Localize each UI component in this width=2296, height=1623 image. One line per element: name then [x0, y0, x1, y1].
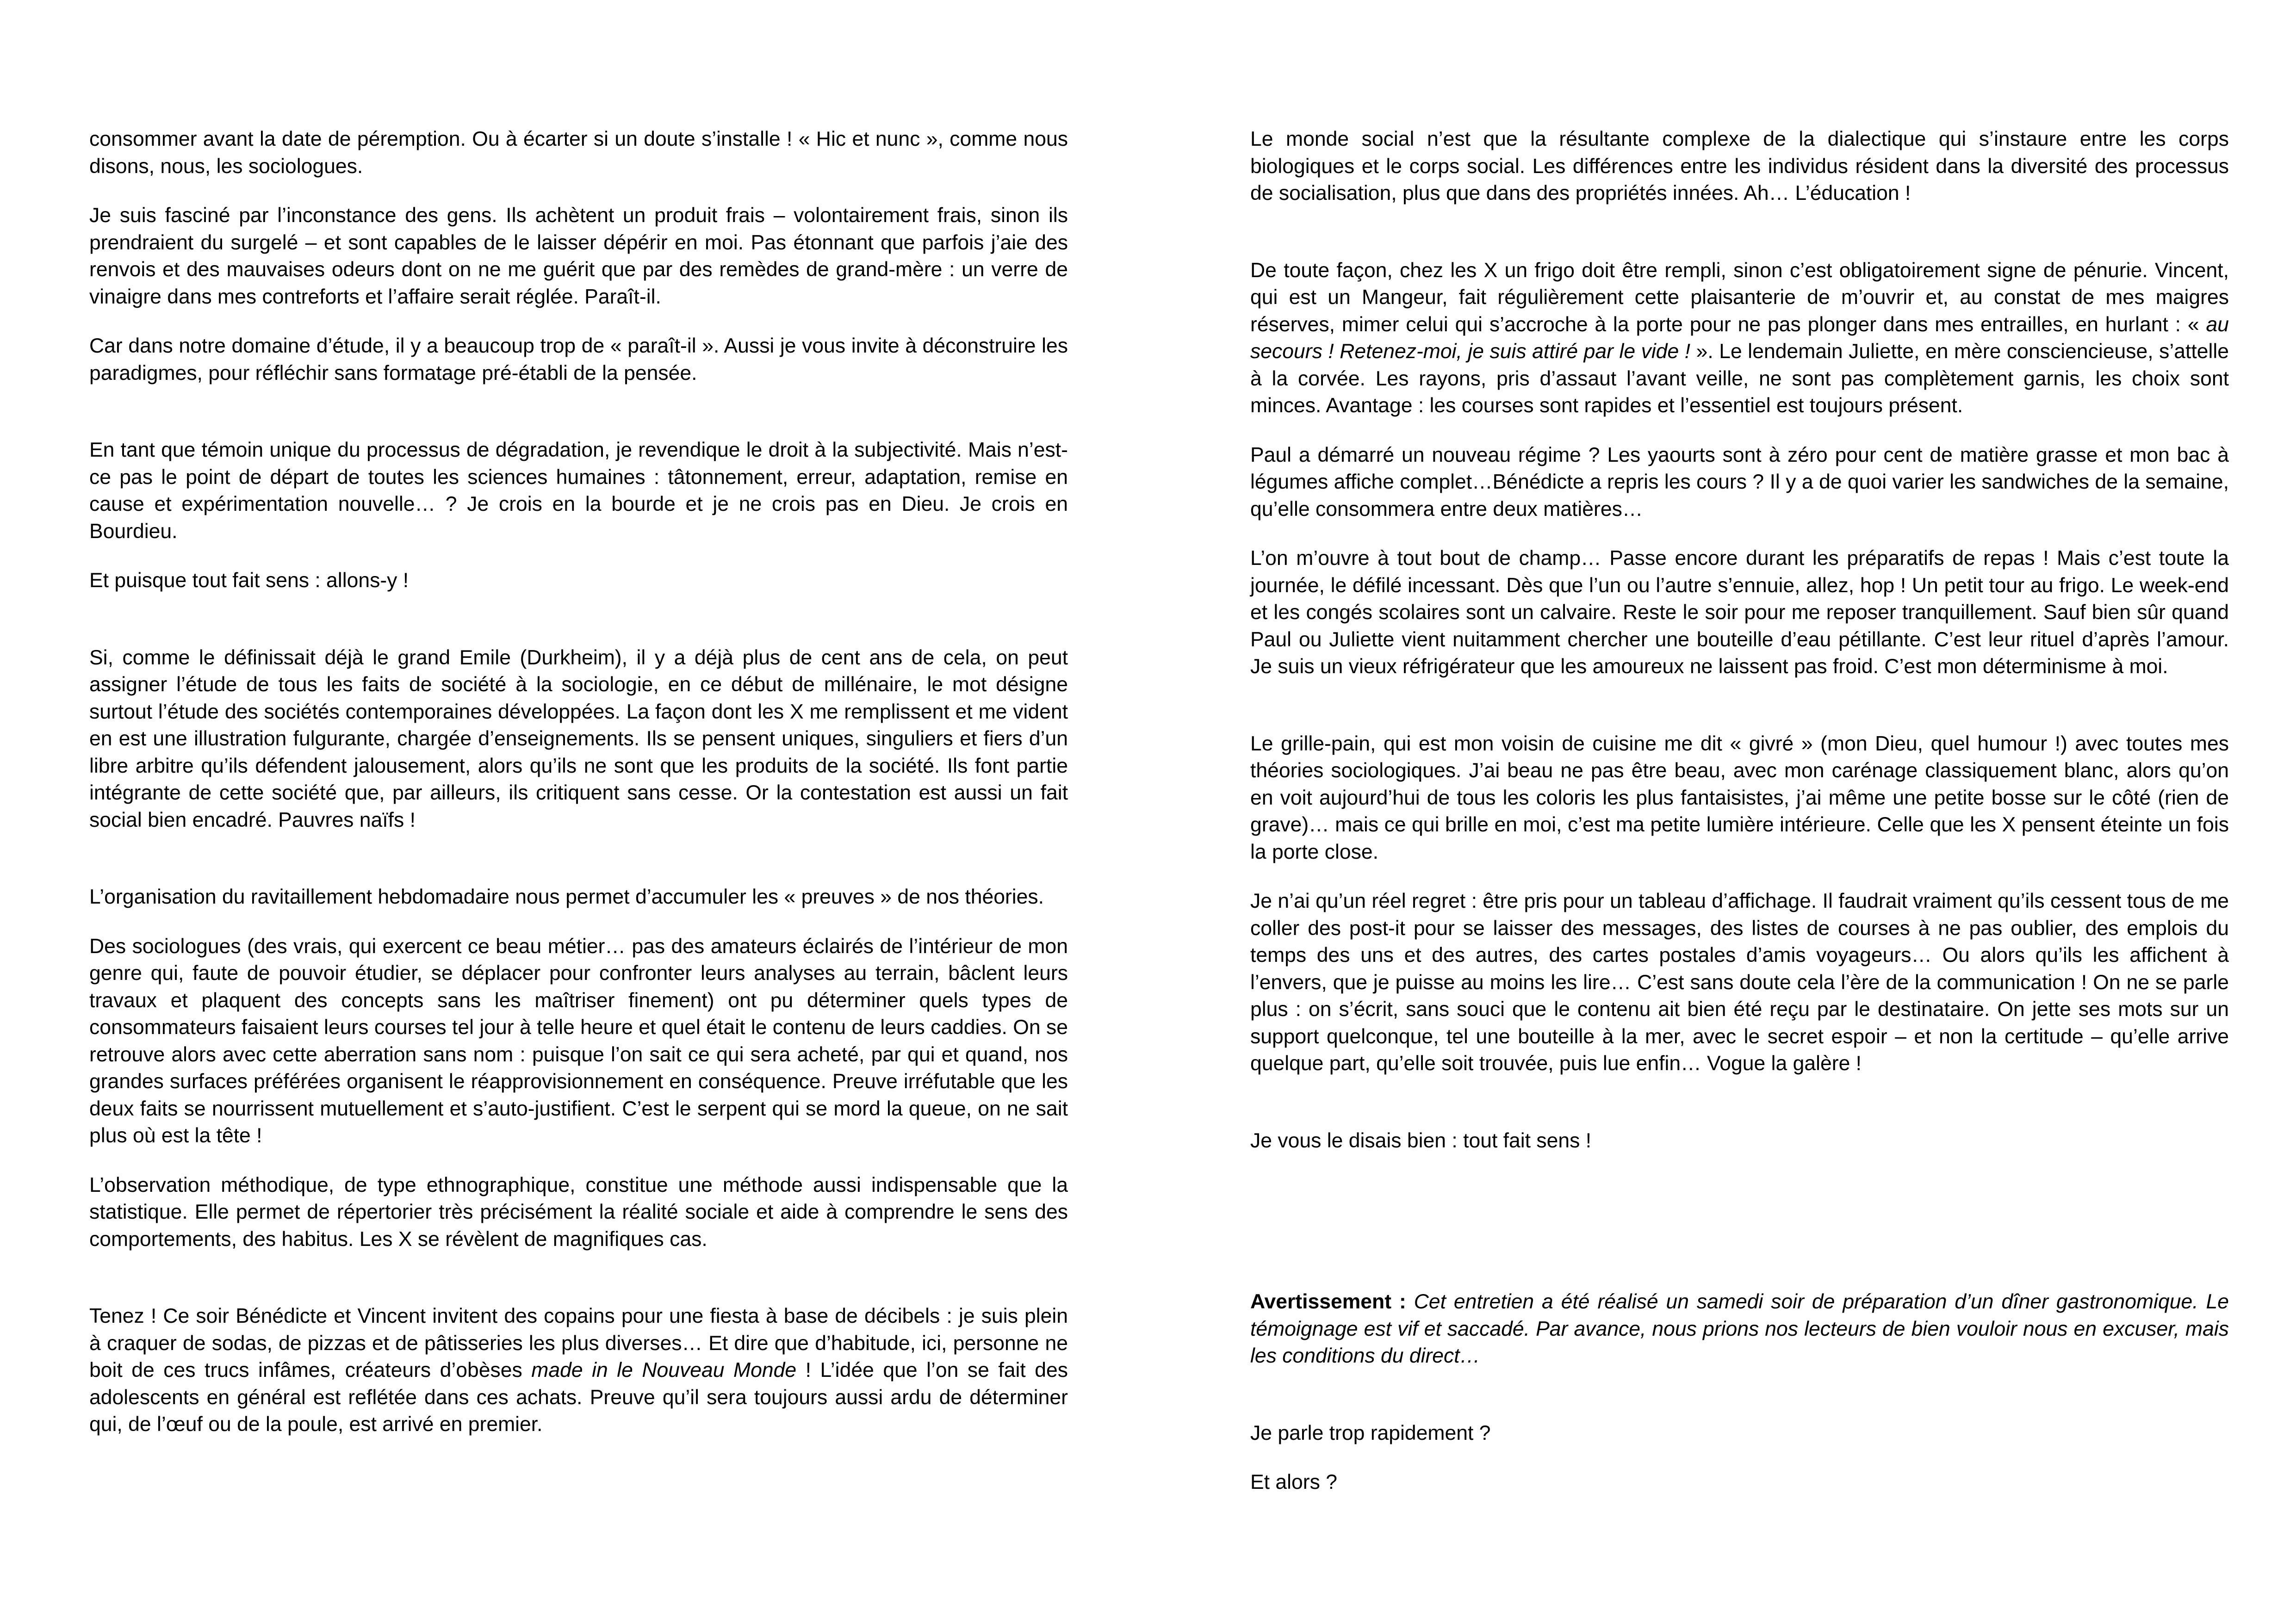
paragraph: Le monde social n’est que la résultante complexe de la dialectique qui s’instaure entre les corps biologiques et le corps social. Les différences entre les individus résident dans la diversité des processus de socialisation, plus que dans des propriétés innées. Ah… L’éducation !: [1250, 128, 2229, 204]
paragraph: Le grille-pain, qui est mon voisin de cuisine me dit « givré » (mon Dieu, quel humour !) avec toutes mes théories sociologiques. J’ai beau ne pas être beau, avec mon carénage classiquement blanc, alors qu’on en voit aujourd’hui de tous les coloris les plus fantaisistes, j’ai même une petite bosse sur le côté (rien de grave)… mais ce qui brille en moi, c’est ma petite lumière intérieure. Celle que les X pensent éteinte un fois la porte close.: [1250, 732, 2229, 863]
avertissement-label: Avertissement :: [1250, 1290, 1406, 1313]
paragraph: Je n’ai qu’un réel regret : être pris pour un tableau d’affichage. Il faudrait vraiment qu’ils cessent tous de me coller des post-it pour se laisser des messages, des listes de courses à ne pas oublier, des emplois du temps des uns et des autres, des cartes postales d’amis voyageurs… Ou alors qu’ils les affichent à l’envers, que je puisse au moins les lire… C’est sans doute cela l’ère de la communication ! On ne se parle plus : on s’écrit, sans souci que le contenu ait bien été reçu par le destinataire. On jette ses mots sur un support quelconque, tel une bouteille à la mer, avec le secret espoir – et non la certitude – qu’elle arrive quelque part, qu’elle soit trouvée, puis lue enfin… Vogue la galère !: [1250, 890, 2229, 1075]
paragraph-text: ». Le lendemain Juliette, en mère consciencieuse, s’attelle à la corvée. Les rayons, pris d’assaut l’avant veille, ne sont pas complètement garnis, les choix sont minces. Avantage : les courses sont rapides et l’essentiel est toujours présent.: [1250, 340, 2229, 417]
paragraph: L’observation méthodique, de type ethnographique, constitue une méthode aussi indispensable que la statistique. Elle permet de répertorier très précisément la réalité sociale et aide à comprendre le sens des comportements, des habitus. Les X se révèlent de magnifiques cas.: [89, 1173, 1068, 1251]
paragraph-text: Tenez ! Ce soir Bénédicte et Vincent invitent des copains pour une fiesta à base de décibels : je suis plein à craquer de sodas, de pizzas et de pâtisseries les plus diverses… Et dire que d’habitude, ici, personne ne boit de ces trucs infâmes, créateurs d’obèses: [89, 1305, 1068, 1381]
paragraph: Et puisque tout fait sens : allons-y !: [89, 569, 409, 592]
left-text-column: [89, 126, 1068, 1461]
paragraph: Je suis fasciné par l’inconstance des gens. Ils achètent un produit frais – volontairement frais, sinon ils prendraient du surgelé – et sont capables de le laisser dépérir en moi. Pas étonnant que parfois j’aie des renvois et des mauvaises odeurs dont on ne me guérit que par des remèdes de grand-mère : un verre de vinaigre dans mes contreforts et l’affaire serait réglée. Paraît-il.: [89, 204, 1068, 308]
paragraph: Je parle trop rapidement ?: [1250, 1421, 1491, 1444]
paragraph-text: ! L’idée que l’on se fait des adolescents en général est reflétée dans ces achats. Preuve qu’il sera toujours aussi ardu de déterminer qui, de l’œuf ou de la poule, est arrivé en premier.: [89, 1359, 1068, 1436]
paragraph: [89, 1303, 1068, 1438]
emphasis-text: au secours ! Retenez-moi, je suis attiré par le vide !: [1250, 313, 2229, 363]
paragraph: L’on m’ouvre à tout bout de champ… Passe encore durant les préparatifs de repas ! Mais c’est toute la journée, le défilé incessant. Dès que l’un ou l’autre s’ennuie, allez, hop ! Un petit tour au frigo. Le week-end et les congés scolaires sont un calvaire. Reste le soir pour me reposer tranquillement. Sauf bien sûr quand Paul ou Juliette vient nuitamment chercher une bouteille d’eau pétillante. C’est leur rituel d’après l’amour. Je suis un vieux réfrigérateur que les amoureux ne laissent pas froid. C’est mon déterminisme à moi.: [1250, 547, 2229, 678]
avertissement: [1250, 1288, 2229, 1370]
paragraph: Je vous le disais bien : tout fait sens !: [1250, 1129, 1592, 1152]
paragraph: Et alors ?: [1250, 1471, 1337, 1493]
paragraph: [1250, 257, 2229, 420]
paragraph: L’organisation du ravitaillement hebdomadaire nous permet d’accumuler les « preuves » de nos théories.: [89, 886, 1044, 908]
paragraph: Car dans notre domaine d’étude, il y a beaucoup trop de « paraît-il ». Aussi je vous invite à déconstruire les paradigmes, pour réfléchir sans formatage pré-établi de la pensée.: [89, 335, 1068, 384]
paragraph: consommer avant la date de péremption. Ou à écarter si un doute s’installe ! « Hic et nunc », comme nous disons, nous, les sociologues.: [89, 128, 1068, 178]
emphasis-text: made in le Nouveau Monde: [531, 1359, 797, 1381]
paragraph: Si, comme le définissait déjà le grand Emile (Durkheim), il y a déjà plus de cent ans de cela, on peut assigner l’étude de tous les faits de société à la sociologie, en ce début de millénaire, le mot désigne surtout l’étude des sociétés contemporaines développées. La façon dont les X me remplissent et me vident en est une illustration fulgurante, chargée d’enseignements. Ils se pensent uniques, singuliers et fiers d’un libre arbitre qu’ils défendent jalousement, alors qu’ils ne sont que les produits de la société. Ils font partie intégrante de cette société que, par ailleurs, ils critiquent sans cesse. Or la contestation est aussi un fait social bien encadré. Pauvres naïfs !: [89, 646, 1068, 831]
paragraph: Paul a démarré un nouveau régime ? Les yaourts sont à zéro pour cent de matière grasse et mon bac à légumes affiche complet…Bénédicte a repris les cours ? Il y a de quoi varier les sandwiches de la semaine, qu’elle consommera entre deux matières…: [1250, 443, 2229, 520]
paragraph: En tant que témoin unique du processus de dégradation, je revendique le droit à la subjectivité. Mais n’est-ce pas le point de départ de toutes les sciences humaines : tâtonnement, erreur, adaptation, remise en cause et expérimentation nouvelle… ? Je crois en la bourde et je ne crois pas en Dieu. Je crois en Bourdieu.: [89, 439, 1068, 543]
paragraph: Des sociologues (des vrais, qui exercent ce beau métier… pas des amateurs éclairés de l’intérieur de mon genre qui, faute de pouvoir étudier, se déplacer pour confronter leurs analyses au terrain, bâclent leurs travaux et plaquent des concepts sans les maîtriser finement) ont pu déterminer quels types de consommateurs faisaient leurs courses tel jour à telle heure et quel était le contenu de leurs caddies. On se retrouve alors avec cette aberration sans nom : puisque l’on sait ce qui sera acheté, par qui et quand, nos grandes surfaces préférées organisent le réapprovisionnement en conséquence. Preuve irréfutable que les deux faits se nourrissent mutuellement et s’auto-justifient. C’est le serpent qui se mord la queue, on ne sait plus où est la tête !: [89, 935, 1068, 1147]
paragraph-text: De toute façon, chez les X un frigo doit être rempli, sinon c’est obligatoirement signe de pénurie. Vincent, qui est un Mangeur, fait régulièrement cette plaisanterie de m’ouvrir et, au constat de mes maigres réserves, mimer celui qui s’accroche à la porte pour ne pas plonger dans mes entrailles, en hurlant : «: [1250, 259, 2229, 336]
right-page: [1148, 0, 2296, 1623]
right-text-column: [1250, 126, 2229, 1518]
avertissement-text: Cet entretien a été réalisé un samedi soir de préparation d’un dîner gastronomique. Le témoignage est vif et saccadé. Par avance, nous prions nos lecteurs de bien vouloir nous en excuser, mais les conditions du direct…: [1250, 1290, 2229, 1367]
